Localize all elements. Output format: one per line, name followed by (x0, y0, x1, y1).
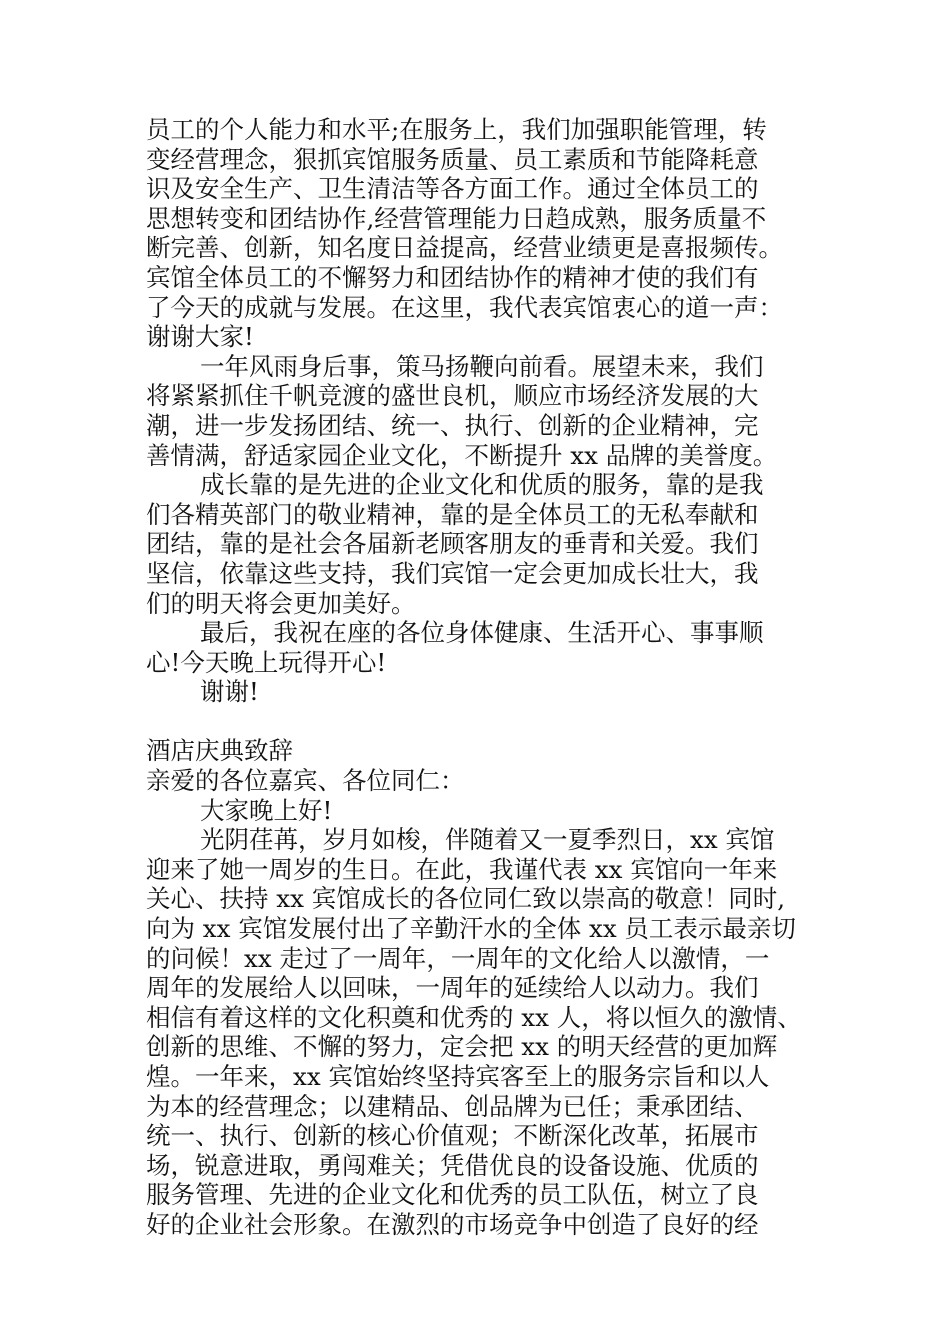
text-line: 谢谢大家! (146, 322, 254, 352)
text-line: 创新的思维、不懈的努力，定会把 xx 的明天经营的更加辉 (146, 1032, 778, 1062)
text-line: 成长靠的是先进的企业文化和优质的服务，靠的是我 (200, 470, 764, 500)
text-line: 周年的发展给人以回味，一周年的延续给人以动力。我们 (146, 973, 759, 1003)
text-line: 煌。一年来，xx 宾馆始终坚持宾客至上的服务宗旨和以人 (146, 1062, 770, 1091)
text-line: 们的明天将会更加美好。 (146, 588, 416, 618)
text-line: 光阴荏苒，岁月如梭，伴随着又一夏季烈日，xx 宾馆 (200, 825, 775, 855)
text-line: 宾馆全体员工的不懈努力和团结协作的精神才使的我们有 (146, 262, 759, 292)
text-line: 统一、执行、创新的核心价值观；不断深化改革，拓展市 (146, 1121, 759, 1151)
text-line: 场，锐意进取，勇闯难关；凭借优良的设备设施、优质的 (146, 1150, 759, 1180)
text-line: 最后，我祝在座的各位身体健康、生活开心、事事顺 (200, 618, 764, 648)
text-line: 坚信，依靠这些支持，我们宾馆一定会更加成长壮大，我 (146, 558, 759, 588)
text-line: 员工的个人能力和水平;在服务上，我们加强职能管理，转 (146, 115, 767, 144)
document-page (146, 115, 806, 1240)
text-line: 大家晚上好! (200, 795, 333, 825)
text-line: 向为 xx 宾馆发展付出了辛勤汗水的全体 xx 员工表示最亲切 (146, 914, 796, 944)
text-line: 们各精英部门的敬业精神，靠的是全体员工的无私奉献和 (146, 499, 759, 529)
text-line: 断完善、创新，知名度日益提高，经营业绩更是喜报频传。 (146, 233, 783, 263)
text-line: 将紧紧抓住千帆竞渡的盛世良机，顺应市场经济发展的大 (146, 381, 759, 411)
section-spacer (146, 707, 806, 737)
text-line: 团结，靠的是社会各届新老顾客朋友的垂青和关爱。我们 (146, 529, 759, 559)
text-line: 识及安全生产、卫生清洁等各方面工作。通过全体员工的 (146, 174, 759, 204)
text-line: 心!今天晚上玩得开心! (146, 647, 387, 677)
text-line: 善情满，舒适家园企业文化，不断提升 xx 品牌的美誉度。 (146, 440, 778, 470)
text-line: 为本的经营理念；以建精品、创品牌为已任；秉承团结、 (146, 1091, 759, 1121)
text-line: 亲爱的各位嘉宾、各位同仁： (146, 766, 465, 796)
text-line: 关心、扶持 xx 宾馆成长的各位同仁致以崇高的敬意！同时, (146, 884, 785, 914)
text-line: 思想转变和团结协作,经营管理能力日趋成熟，服务质量不 (146, 203, 767, 233)
text-line: 的问候！xx 走过了一周年，一周年的文化给人以激情，一 (146, 943, 770, 973)
speech-section-2 (146, 766, 806, 1240)
text-line: 服务管理、先进的企业文化和优秀的员工队伍，树立了良 (146, 1180, 759, 1210)
document-title: 酒店庆典致辞 (146, 736, 293, 766)
text-line: 谢谢! (200, 677, 259, 707)
text-line: 相信有着这样的文化积奠和优秀的 xx 人，将以恒久的激情、 (146, 1002, 802, 1032)
text-line: 一年风雨身后事，策马扬鞭向前看。展望未来，我们 (200, 351, 764, 381)
text-line: 好的企业社会形象。在激烈的市场竞争中创造了良好的经 (146, 1209, 759, 1239)
text-line: 潮，进一步发扬团结、统一、执行、创新的企业精神，完 (146, 410, 759, 440)
text-line: 变经营理念，狠抓宾馆服务质量、员工素质和节能降耗意 (146, 144, 759, 174)
text-line: 迎来了她一周岁的生日。在此，我谨代表 xx 宾馆向一年来 (146, 854, 778, 884)
speech-section-1 (146, 115, 806, 707)
text-line: 了今天的成就与发展。在这里，我代表宾馆衷心的道一声： (146, 292, 783, 322)
